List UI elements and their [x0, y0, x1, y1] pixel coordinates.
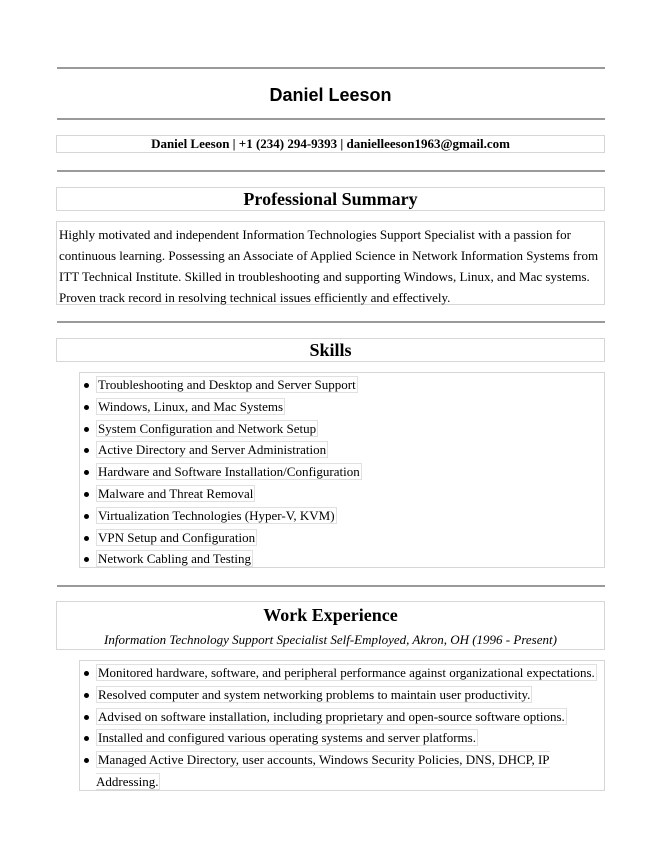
summary-text: Highly motivated and independent Information Technologies Support Specialist with a passion for continuous learning. Possessing an Associate of Applied Science in Network Information Systems from ITT Technical Institute. Skilled in troubleshooting and supporting Windows, Linux, and Mac systems. Proven track record in resolving technical issues efficiently and effectively. [59, 227, 599, 305]
bullet-icon [84, 715, 89, 720]
skill-item: Malware and Threat Removal [80, 483, 604, 505]
skills-list [80, 373, 604, 570]
name-divider [57, 118, 605, 120]
skills-divider [57, 321, 605, 323]
experience-item: Installed and configured various operating systems and server platforms. [80, 727, 604, 749]
skill-item: Active Directory and Server Administration [80, 439, 604, 461]
experience-list [80, 661, 604, 793]
summary-divider [57, 170, 605, 172]
bullet-icon [84, 448, 89, 453]
bullet-icon [84, 383, 89, 388]
bullet-icon [84, 736, 89, 741]
bullet-icon [84, 536, 89, 541]
skills-section [79, 372, 605, 568]
skill-item: VPN Setup and Configuration [80, 527, 604, 549]
experience-item: Advised on software installation, including proprietary and open-source software options. [80, 706, 604, 728]
skill-item: Troubleshooting and Desktop and Server Support [80, 374, 604, 396]
bullet-icon [84, 693, 89, 698]
skill-item: Virtualization Technologies (Hyper-V, KVM) [80, 505, 604, 527]
bullet-icon [84, 514, 89, 519]
skills-heading: Skills [56, 338, 605, 362]
experience-header [56, 601, 605, 650]
skill-item: System Configuration and Network Setup [80, 418, 604, 440]
bullet-icon [84, 427, 89, 432]
job-title: Information Technology Support Specialist Self-Employed, Akron, OH (1996 - Present) [104, 632, 557, 647]
experience-heading: Work Experience [263, 605, 398, 625]
bullet-icon [84, 492, 89, 497]
bullet-icon [84, 758, 89, 763]
bullet-icon [84, 671, 89, 676]
bullet-icon [84, 405, 89, 410]
experience-item: Resolved computer and system networking problems to maintain user productivity. [80, 684, 604, 706]
contact-line: Daniel Leeson | +1 (234) 294-9393 | danielleeson1963@gmail.com [56, 135, 605, 153]
experience-item: Managed Active Directory, user accounts, Windows Security Policies, DNS, DHCP, IP Addressing. [80, 749, 604, 793]
bullet-icon [84, 557, 89, 562]
skill-item: Network Cabling and Testing [80, 548, 604, 570]
resume-name: Daniel Leeson [269, 85, 392, 105]
experience-divider [57, 585, 605, 587]
experience-section [79, 660, 605, 791]
bullet-icon [84, 470, 89, 475]
summary-heading: Professional Summary [56, 187, 605, 211]
experience-item: Monitored hardware, software, and peripheral performance against organizational expectations. [80, 662, 604, 684]
skill-item: Windows, Linux, and Mac Systems [80, 396, 604, 418]
skill-item: Hardware and Software Installation/Configuration [80, 461, 604, 483]
top-divider [57, 67, 605, 69]
summary-section [56, 221, 605, 305]
